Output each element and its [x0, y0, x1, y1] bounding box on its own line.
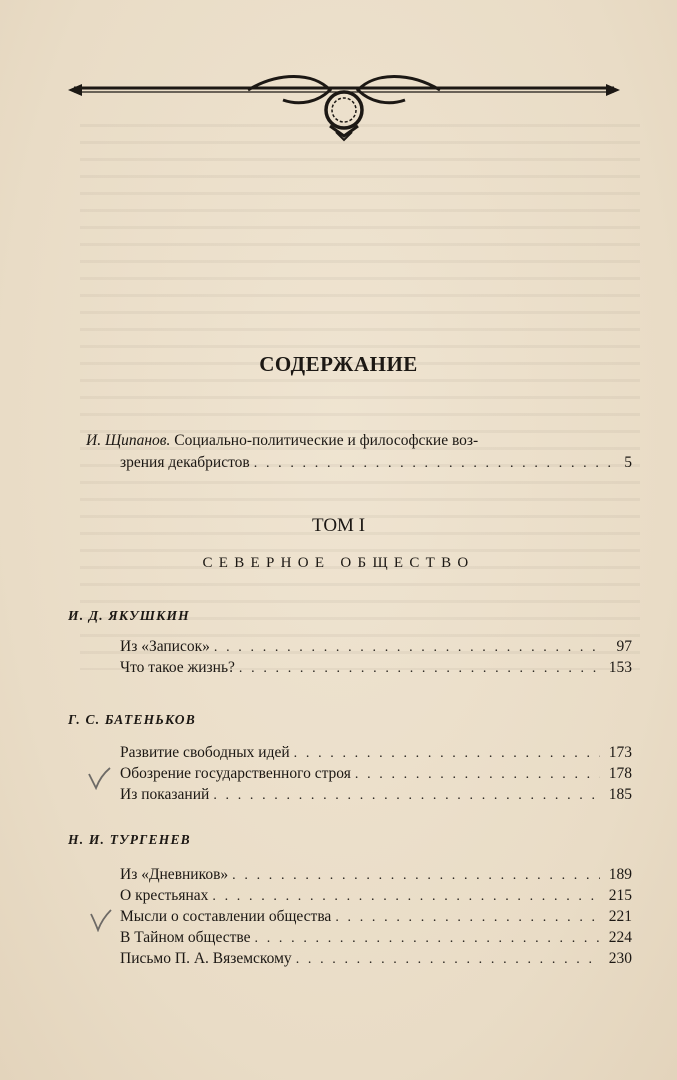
entry-title: Из «Записок» — [120, 638, 210, 655]
entry-page: 224 — [608, 929, 632, 946]
entry-page: 153 — [608, 659, 632, 676]
leader-dots — [294, 743, 600, 764]
leader-dots — [255, 928, 600, 949]
entry-title: Мысли о составлении общества — [120, 908, 332, 925]
entry-page: 178 — [608, 765, 632, 782]
entry-page: 230 — [608, 950, 632, 967]
leader-dots — [232, 865, 600, 886]
volume-heading: ТОМ I — [311, 515, 366, 536]
section-entries — [120, 742, 632, 805]
leader-dots — [254, 453, 621, 475]
toc-entry — [120, 906, 632, 927]
intro-entry — [86, 430, 632, 475]
section-entries — [120, 864, 632, 969]
entry-title: Обозрение государственного строя — [120, 765, 351, 782]
entry-page: 185 — [608, 786, 632, 803]
entry-title: О крестьянах — [120, 887, 209, 904]
leader-dots — [213, 785, 600, 806]
society-heading: СЕВЕРНОЕ ОБЩЕСТВО — [202, 555, 475, 571]
toc-entry — [120, 763, 632, 784]
leader-dots — [214, 637, 600, 658]
entry-title: Из показаний — [120, 786, 210, 803]
leader-dots — [335, 907, 600, 928]
toc-entry — [120, 742, 632, 763]
intro-line-1 — [86, 430, 632, 452]
toc-entry — [120, 927, 632, 948]
toc-entry — [120, 636, 632, 657]
leader-dots — [355, 764, 600, 785]
section-entries — [120, 636, 632, 678]
pencil-check-icon — [86, 766, 112, 790]
entry-title: Письмо П. А. Вяземскому — [120, 950, 292, 967]
page-title: СОДЕРЖАНИЕ — [259, 352, 418, 376]
toc-entry — [120, 885, 632, 906]
entry-page: 97 — [616, 638, 632, 655]
entry-page: 173 — [608, 744, 632, 761]
entry-title: Развитие свободных идей — [120, 744, 290, 761]
entry-title: Из «Дневников» — [120, 866, 229, 883]
intro-line-2 — [86, 452, 632, 475]
entry-page: 221 — [608, 908, 632, 925]
intro-page: 5 — [624, 454, 632, 471]
entry-title: В Тайном обществе — [120, 929, 251, 946]
entry-page: 189 — [608, 866, 632, 883]
entry-page: 215 — [608, 887, 632, 904]
intro-author: И. Щипанов. — [86, 432, 171, 449]
toc-entry — [120, 657, 632, 678]
leader-dots — [239, 658, 600, 679]
toc-entry — [120, 784, 632, 805]
leader-dots — [212, 886, 600, 907]
pencil-check-icon — [88, 908, 114, 932]
toc-entry — [120, 948, 632, 969]
intro-title-part-2: зрения декабристов — [120, 454, 250, 471]
leader-dots — [296, 949, 600, 970]
intro-title-part-1: Социально-политические и философские воз- — [174, 432, 479, 449]
section-author: Н. И. ТУРГЕНЕВ — [68, 832, 191, 847]
section-author: Г. С. БАТЕНЬКОВ — [68, 712, 196, 727]
bleed-through — [80, 110, 640, 670]
entry-title: Что такое жизнь? — [120, 659, 235, 676]
ornament-header-icon — [68, 66, 620, 142]
toc-entry — [120, 864, 632, 885]
section-author: И. Д. ЯКУШКИН — [68, 608, 190, 623]
